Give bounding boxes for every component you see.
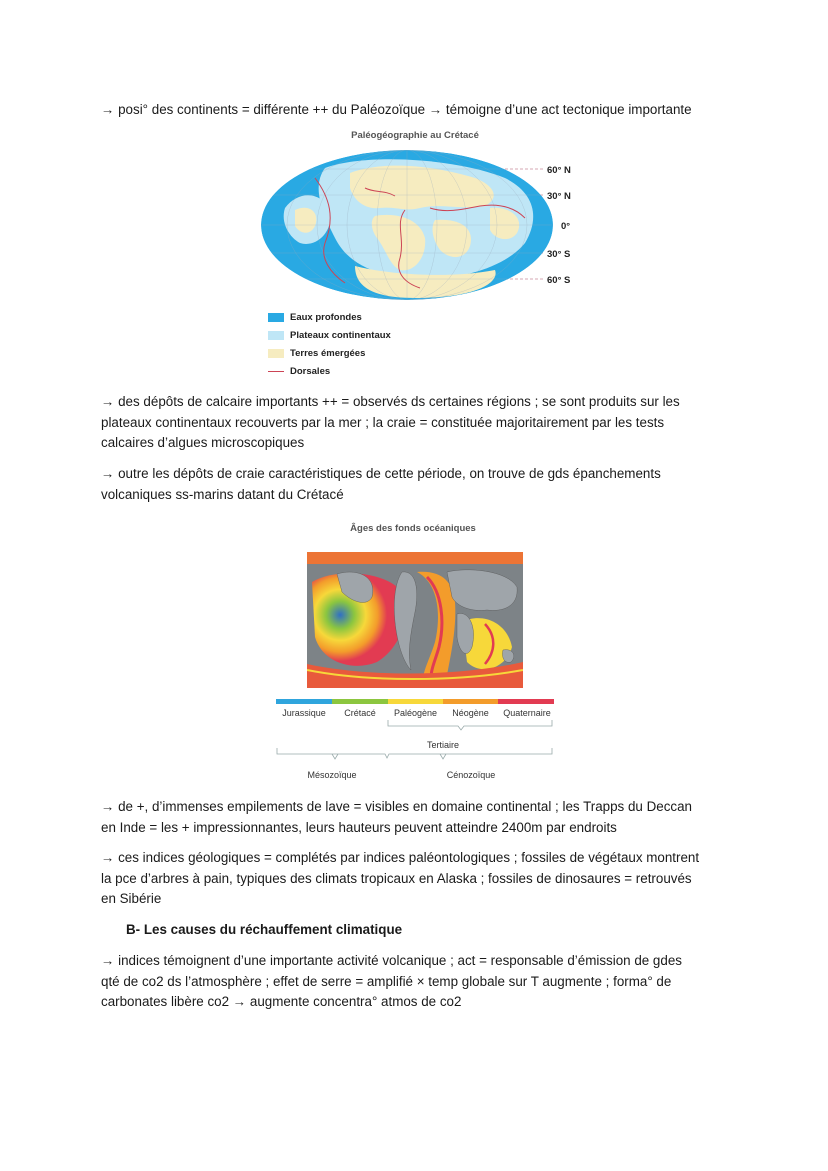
lat-60n: 60° N	[547, 165, 571, 176]
legend-land: Terres émergées	[268, 344, 391, 362]
age-bar-quaternaire	[498, 699, 554, 704]
figure2-title: Âges des fonds océaniques	[350, 523, 476, 534]
age-label-cretace: Crétacé	[344, 708, 376, 718]
age-label-jurassique: Jurassique	[282, 708, 326, 718]
age-bar-paleogene	[388, 699, 443, 704]
paragraph-causes: → indices témoignent d’une importante activité volcanique ; act = responsable d’émission de gdes qté de co2 ds l’atmosphère ; effet de serre = amplifié × temp globale sur T augmente ; forma° de carbonates libère co2 → augmente concentra° atmos de co2	[101, 953, 682, 1009]
swatch-ridge	[268, 371, 284, 372]
paleogeography-map	[255, 148, 585, 308]
label-tertiaire: Tertiaire	[426, 740, 459, 750]
lat-0: 0°	[561, 221, 571, 232]
paragraph-volcanisme: → outre les dépôts de craie caractéristiques de cette période, on trouve de gds épanchements volcaniques ss-marins datant du Crétacé	[101, 466, 661, 502]
age-bar-jurassique	[276, 699, 332, 704]
paragraph-continents: → posi° des continents = différente ++ du Paléozoïque → témoigne d’une act tectonique importante	[101, 102, 692, 117]
legend-shelf: Plateaux continentaux	[268, 326, 391, 344]
lat-60s: 60° S	[547, 275, 571, 286]
paragraph-trapps: → de +, d’immenses empilements de lave = visibles en domaine continental ; les Trapps du Deccan en Inde = les + impressionnantes, leurs hauteurs peuvent atteindre 2400m par endroits	[101, 799, 692, 835]
lat-30n: 30° N	[547, 191, 571, 202]
label-cenozoique: Cénozoïque	[446, 770, 496, 780]
ocean-floor-age-map	[307, 552, 523, 688]
swatch-deep	[268, 313, 284, 322]
age-bar-neogene	[443, 699, 498, 704]
swatch-shelf	[268, 331, 284, 340]
label-mesozoique: Mésozoïque	[307, 770, 357, 780]
legend-ridges: Dorsales	[268, 362, 391, 380]
paragraph-calcaire: → des dépôts de calcaire importants ++ = observés ds certaines régions ; se sont produits sur les plateaux continentaux recouverts par la mer ; la craie = constituée majoritairement par les tests calcaires d’algues microscopiques	[101, 394, 680, 450]
lat-30s: 30° S	[547, 249, 571, 260]
legend-deep-water: Eaux profondes	[268, 308, 391, 326]
figure1-title: Paléogéographie au Crétacé	[351, 130, 479, 141]
age-label-quaternaire: Quaternaire	[503, 708, 551, 718]
paragraph-paleonto: → ces indices géologiques = complétés par indices paléontologiques ; fossiles de végétaux montrent la pce d’arbres à pain, typiques des climats tropicaux en Alaska ; fossiles de dinosaures = retrouvés en Sibérie	[101, 850, 700, 906]
age-label-paleogene: Paléogène	[393, 708, 438, 718]
figure1-legend	[268, 308, 391, 380]
section-heading-b: B- Les causes du réchauffement climatique	[126, 922, 403, 937]
age-label-neogene: Néogène	[452, 708, 489, 718]
swatch-land	[268, 349, 284, 358]
age-bar-cretace	[332, 699, 388, 704]
